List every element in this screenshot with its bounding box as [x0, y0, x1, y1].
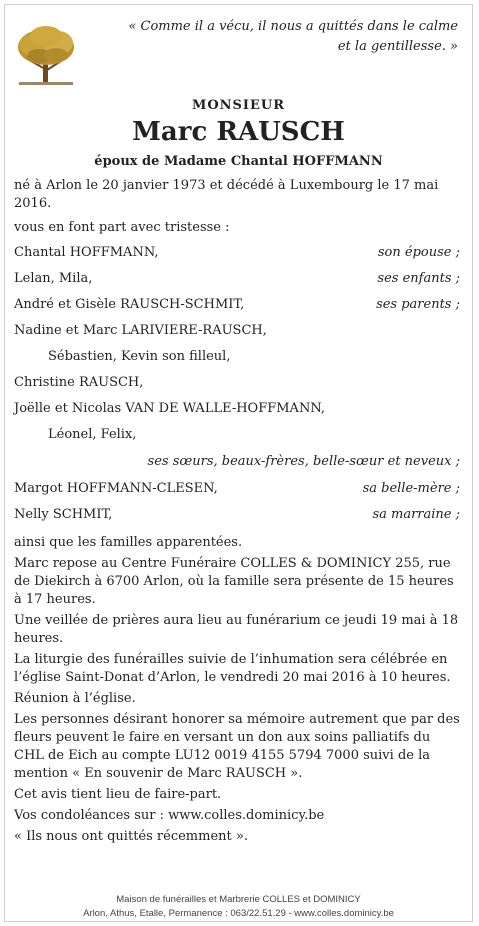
- deceased-name: Marc RAUSCH: [132, 117, 345, 147]
- paragraph: ainsi que les familles apparentées.: [14, 535, 243, 550]
- paragraph: « Ils nous ont quittés récemment ».: [14, 829, 248, 844]
- condolences-link: Vos condoléances sur : www.colles.dominicy.be: [14, 808, 325, 823]
- family-row: [14, 240, 460, 266]
- family-row: [14, 266, 460, 292]
- intro-text: né à Arlon le 20 janvier 1973 et décédé à Luxembourg le 17 mai 2016.: [14, 178, 439, 211]
- family-role: sa belle-mère ;: [362, 481, 460, 496]
- sibling-line: Nadine et Marc LARIVIERE-RAUSCH,: [14, 323, 267, 338]
- family-row: [14, 292, 460, 318]
- family-role: ses enfants ;: [377, 271, 460, 286]
- family-role: ses parents ;: [376, 297, 460, 312]
- footer-company: Maison de funérailles et Marbrerie COLLES et DOMINICY: [116, 894, 361, 905]
- obituary-card: [4, 4, 473, 922]
- family-role: son épouse ;: [377, 245, 460, 260]
- nephews-line: Léonel, Felix,: [48, 427, 137, 442]
- obituary-body: [14, 177, 460, 849]
- family-row: [14, 502, 460, 528]
- family-member: Lelan, Mila,: [14, 271, 93, 286]
- siblings-role: ses sœurs, beaux-frères, belle-sœur et neveux ;: [147, 454, 460, 469]
- family-role: sa marraine ;: [372, 507, 460, 522]
- paragraph: Une veillée de prières aura lieu au funérarium ce jeudi 19 mai à 18 heures.: [14, 613, 459, 646]
- family-member: André et Gisèle RAUSCH-SCHMIT,: [14, 297, 245, 312]
- spouse-line: époux de Madame Chantal HOFFMANN: [94, 154, 383, 169]
- sibling-line: Christine RAUSCH,: [14, 375, 144, 390]
- paragraph: Marc repose au Centre Funéraire COLLES & DOMINICY 255, rue de Diekirch à 6700 Arlon, où la famille sera présente de 15 heures à 17 heures.: [14, 556, 454, 607]
- paragraph: La liturgie des funérailles suivie de l’inhumation sera célébrée en l’église Saint-Donat d’Arlon, le vendredi 20 mai 2016 à 10 heures.: [14, 652, 451, 685]
- footer-contact: Arlon, Athus, Etalle, Permanence : 063/22.51.29 - www.colles.dominicy.be: [83, 908, 394, 919]
- nephews-line: Sébastien, Kevin son filleul,: [48, 349, 231, 364]
- footer: [5, 893, 472, 921]
- sibling-line: Joëlle et Nicolas VAN DE WALLE-HOFFMANN,: [14, 401, 325, 416]
- announce-text: vous en font part avec tristesse :: [14, 220, 230, 235]
- paragraph: Réunion à l’église.: [14, 691, 136, 706]
- honorific: MONSIEUR: [191, 98, 286, 113]
- family-member: Chantal HOFFMANN,: [14, 245, 159, 260]
- tree-icon: [13, 23, 79, 87]
- epitaph-quote: « Comme il a vécu, il nous a quittés dans le calme et la gentillesse. »: [128, 19, 458, 54]
- family-member: Nelly SCHMIT,: [14, 507, 113, 522]
- family-row: [14, 476, 460, 502]
- family-member: Margot HOFFMANN-CLESEN,: [14, 481, 218, 496]
- header: [5, 97, 472, 173]
- paragraph: Cet avis tient lieu de faire-part.: [14, 787, 222, 802]
- paragraph: Les personnes désirant honorer sa mémoire autrement que par des fleurs peuvent le faire en versant un don aux soins palliatifs du CHL de Eich au compte LU12 0019 4155 5794 7000 suivi de la mention « En souvenir de Marc RAUSCH ».: [14, 712, 460, 781]
